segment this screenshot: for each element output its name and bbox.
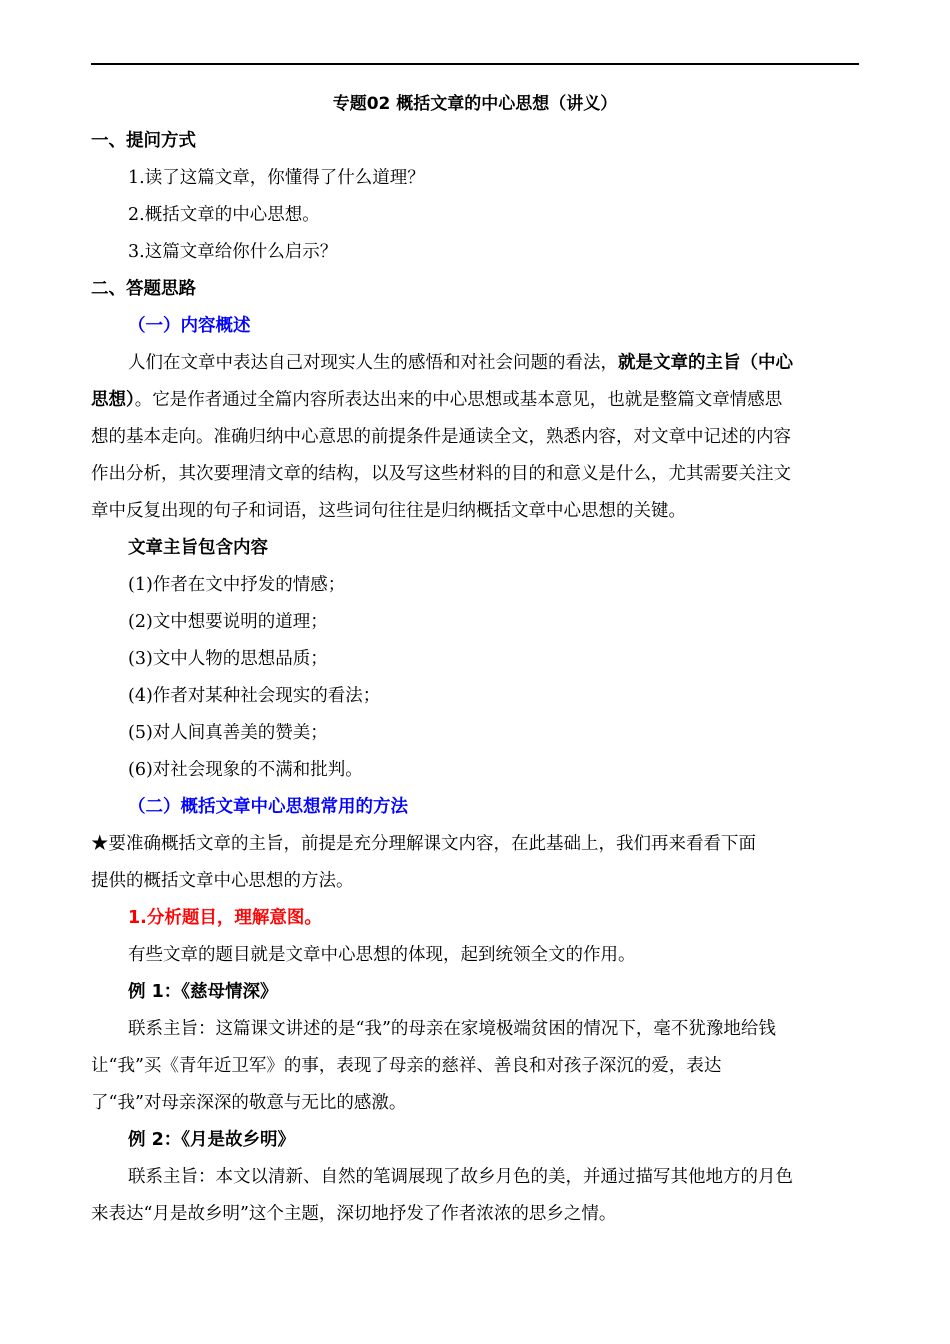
question-item: 2.概括文章的中心思想。 bbox=[128, 205, 320, 225]
question-item: 1.读了这篇文章，你懂得了什么道理？ bbox=[128, 168, 425, 188]
method-text: 有些文章的题目就是文章中心思想的体现，起到统领全文的作用。 bbox=[128, 945, 636, 965]
paragraph-line bbox=[91, 345, 859, 382]
paragraph-line bbox=[91, 382, 859, 419]
method-heading: 1.分析题目，理解意图。 bbox=[128, 908, 322, 928]
paragraph-line: 想的基本走向。准确归纳中心意思的前提条件是通读全文，熟悉内容，对文章中记述的内容 bbox=[91, 427, 791, 447]
section-heading-questions: 一、提问方式 bbox=[91, 131, 196, 151]
example-heading: 例 1：《慈母情深》 bbox=[128, 982, 278, 1002]
content-item: (1)作者在文中抒发的情感； bbox=[128, 575, 346, 595]
paragraph-line: 章中反复出现的句子和词语，这些词句往往是归纳概括文章中心思想的关键。 bbox=[91, 501, 686, 521]
content-item: (2)文中想要说明的道理； bbox=[128, 612, 328, 632]
emphasis-text: 就是文章的主旨（中心 bbox=[618, 353, 793, 373]
content-item: (6)对社会现象的不满和批判。 bbox=[128, 760, 363, 780]
content-item: (5)对人间真善美的赞美； bbox=[128, 723, 328, 743]
paragraph-line: ★要准确概括文章的主旨，前提是充分理解课文内容，在此基础上，我们再来看看下面 bbox=[91, 834, 756, 854]
example-text-line: 了“我”对母亲深深的敬意与无比的感激。 bbox=[91, 1093, 407, 1113]
question-item: 3.这篇文章给你什么启示？ bbox=[128, 242, 338, 262]
document-page bbox=[91, 86, 859, 1233]
example-text-line: 联系主旨：这篇课文讲述的是“我”的母亲在家境极端贫困的情况下，毫不犹豫地给钱 bbox=[128, 1019, 776, 1039]
example-heading: 例 2：《月是故乡明》 bbox=[128, 1130, 296, 1150]
paragraph-line: 提供的概括文章中心思想的方法。 bbox=[91, 871, 354, 891]
content-heading: 文章主旨包含内容 bbox=[128, 538, 268, 558]
paragraph-text: 人们在文章中表达自己对现实人生的感悟和对社会问题的看法， bbox=[128, 353, 618, 373]
subheading-content-overview: （一）内容概述 bbox=[128, 316, 251, 336]
emphasis-text: 思想） bbox=[91, 390, 135, 410]
example-text-line: 来表达“月是故乡明”这个主题，深切地抒发了作者浓浓的思乡之情。 bbox=[91, 1204, 617, 1224]
header-rule bbox=[91, 63, 859, 65]
paragraph-text: 。它是作者通过全篇内容所表达出来的中心思想或基本意见，也就是整篇文章情感思 bbox=[134, 390, 783, 410]
example-text-line: 让“我”买《青年近卫军》的事，表现了母亲的慈祥、善良和对孩子深沉的爱，表达 bbox=[91, 1056, 722, 1076]
section-heading-approach: 二、答题思路 bbox=[91, 279, 196, 299]
page-title: 专题02 概括文章的中心思想（讲义） bbox=[332, 94, 618, 114]
subheading-methods: （二）概括文章中心思想常用的方法 bbox=[128, 797, 408, 817]
paragraph-line: 作出分析，其次要理清文章的结构，以及写这些材料的目的和意义是什么，尤其需要关注文 bbox=[91, 464, 791, 484]
example-text-line: 联系主旨：本文以清新、自然的笔调展现了故乡月色的美，并通过描写其他地方的月色 bbox=[128, 1167, 793, 1187]
content-item: (4)作者对某种社会现实的看法； bbox=[128, 686, 381, 706]
content-item: (3)文中人物的思想品质； bbox=[128, 649, 328, 669]
